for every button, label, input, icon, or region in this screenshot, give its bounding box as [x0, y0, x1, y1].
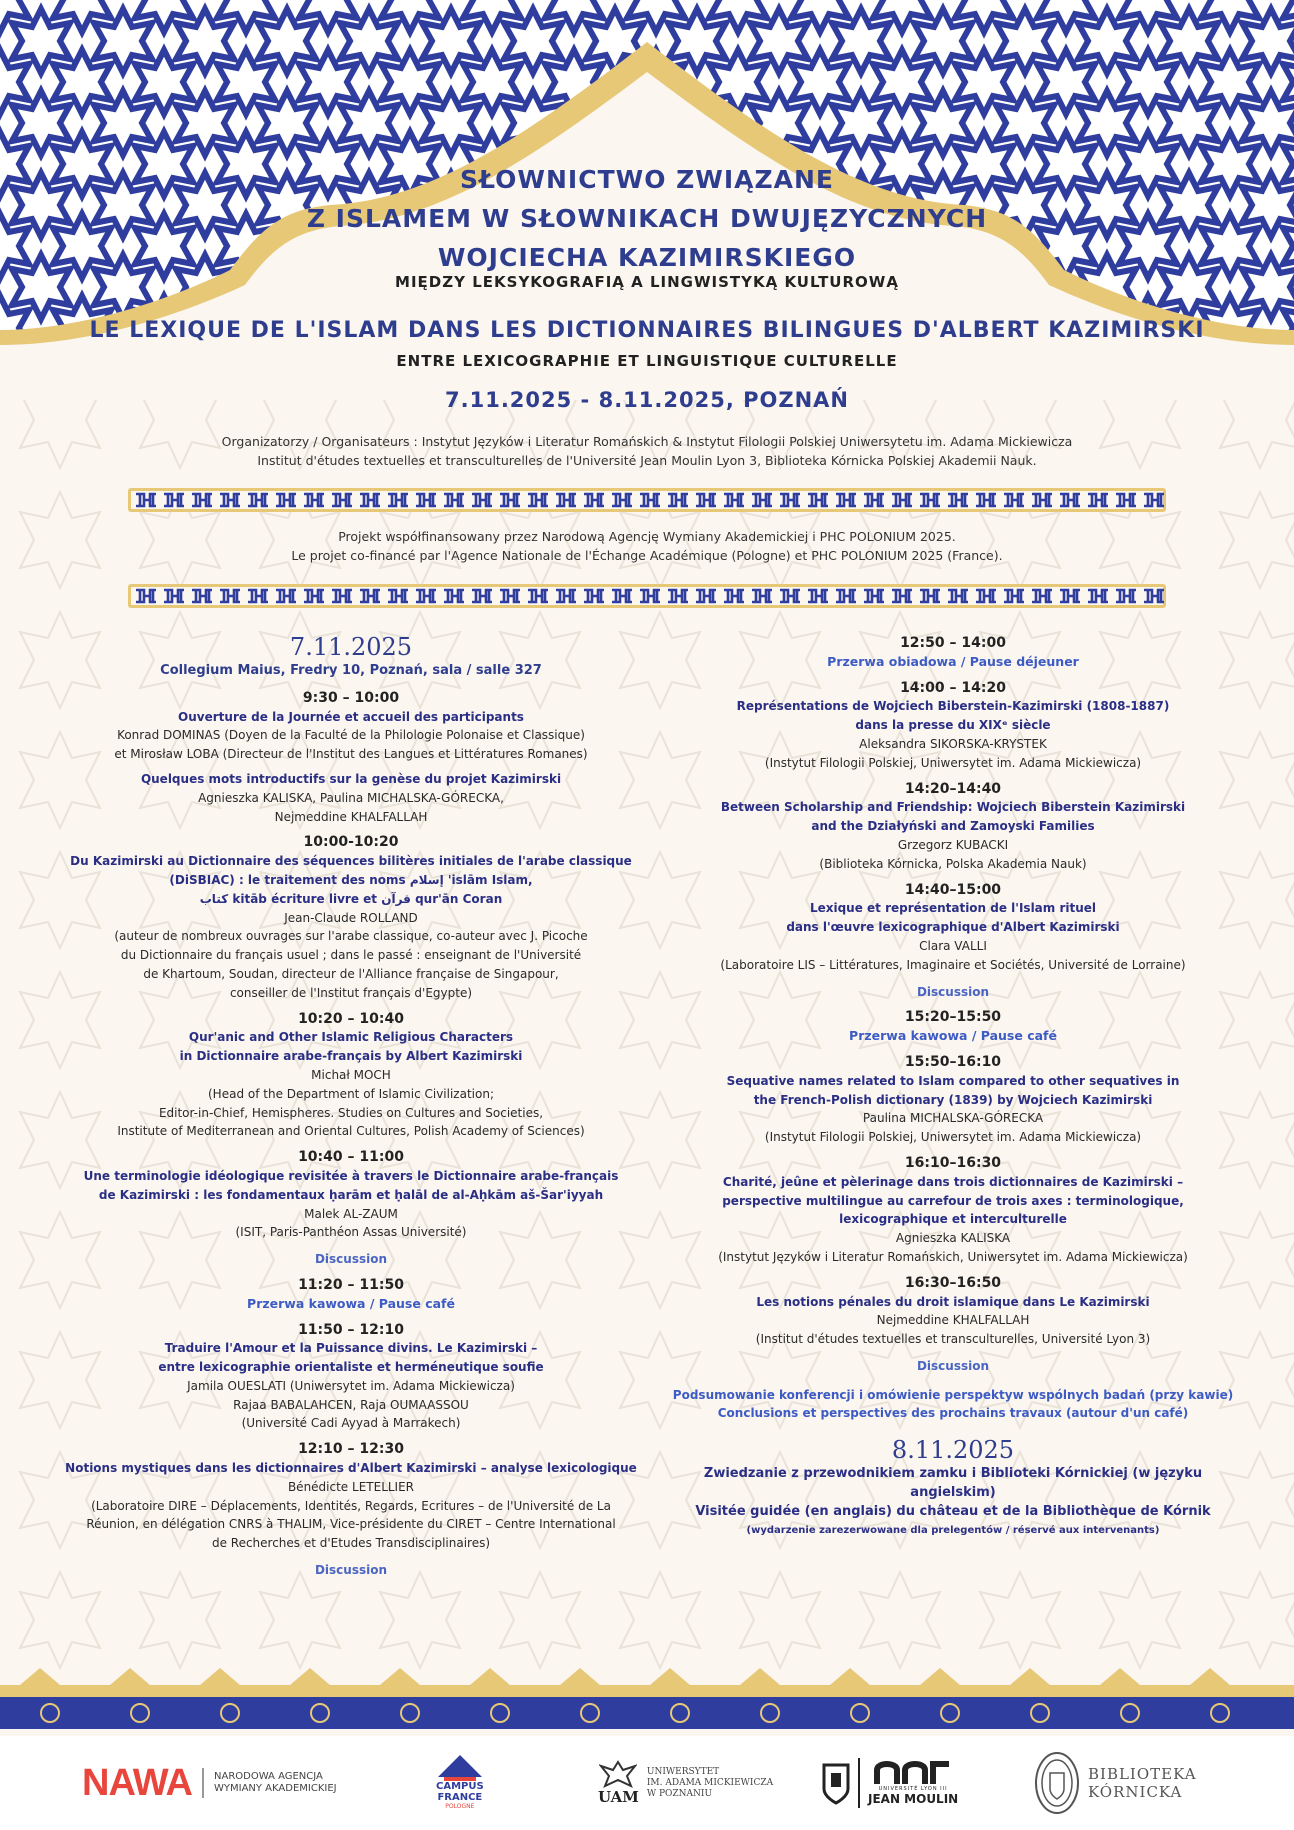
funding	[100, 528, 1194, 565]
affiliation: Institute of Mediterranean and Oriental Cultures, Polish Academy of Sciences)	[117, 1124, 585, 1139]
session-title: in Dictionnaire arabe-français by Albert Kazimirski	[179, 1049, 523, 1064]
session-title: Une terminologie idéologique revisitée à travers le Dictionnaire arabe-français	[83, 1168, 619, 1183]
session-time: 16:10–16:30	[904, 1154, 1002, 1171]
subtitle-polish: MIĘDZY LEKSYKOGRAFIĄ A LINGWISTYKĄ KULTUROWĄ	[395, 273, 899, 291]
break-label: Przerwa kawowa / Pause café	[849, 1028, 1057, 1044]
conclusions-pl: Podsumowanie konferencji i omówienie perspektyw wspólnych badań (przy kawie)	[672, 1387, 1234, 1402]
session-title: perspective multilingue au carrefour de trois axes : terminologique,	[722, 1193, 1184, 1208]
lyon-main-text: JEAN MOULIN	[868, 1792, 959, 1806]
biblioteka-kornicka-logo	[1034, 1736, 1197, 1830]
nawa-wordmark: NAWA	[82, 1761, 192, 1804]
subtitle-french: ENTRE LEXICOGRAPHIE ET LINGUISTIQUE CULTURELLE	[396, 352, 898, 370]
session-time: 16:30–16:50	[904, 1274, 1002, 1291]
affiliation: de Recherches et d'Etudes Transdisciplinaires)	[211, 1536, 491, 1551]
organizers-line-1: Organizatorzy / Organisateurs : Instytut Języków i Literatur Romańskich & Instytut Filologii Polskiej Uniwersytetu im. Adama Mickiewicza	[221, 434, 1073, 449]
break-time: 12:50 – 14:00	[900, 635, 1006, 651]
session-title: Du Kazimirski au Dictionnaire des séquences bilitères initiales de l'arabe classique	[70, 854, 632, 869]
title-polish	[80, 160, 1214, 277]
discussion-label: Discussion	[314, 1563, 388, 1578]
discussion-label: Discussion	[314, 1252, 388, 1267]
session-title: dans l'œuvre lexicographique d'Albert Kazimirski	[786, 920, 1120, 935]
conference-dates: 7.11.2025 - 8.11.2025, POZNAŃ	[445, 388, 849, 412]
session-title: Représentations de Wojciech Biberstein-Kazimirski (1808-1887)	[736, 699, 1170, 714]
affiliation: (Institut d'études textuelles et transculturelles, Université Lyon 3)	[755, 1332, 1151, 1347]
campus-line-2: FRANCE	[437, 1792, 483, 1803]
speaker: Rajaa BABALAHCEN, Raja OUMAASSOU	[233, 1397, 469, 1412]
session-title: Sequative names related to Islam compared to other sequatives in	[726, 1073, 1180, 1088]
biblioteka-line-1: BIBLIOTEKA	[1088, 1765, 1197, 1783]
speaker: et Mirosław LOBA (Directeur de l'Institut des Langues et Littératures Romanes)	[114, 747, 588, 762]
session-title: Qur'anic and Other Islamic Religious Characters	[188, 1030, 514, 1045]
biblioteka-line-2: KÓRNICKA	[1088, 1783, 1183, 1801]
break-label: Przerwa kawowa / Pause café	[247, 1295, 455, 1311]
title-line-1: SŁOWNICTWO ZWIĄZANE	[460, 165, 834, 194]
organizers	[100, 433, 1194, 470]
ornament-band-bottom	[128, 582, 1166, 610]
speaker: Agnieszka KALISKA, Paulina MICHALSKA-GÓRECKA,	[198, 790, 504, 805]
divider	[858, 1758, 860, 1808]
lyon-wordmark	[868, 1760, 958, 1806]
session-title: Lexique et représentation de l'Islam rituel	[809, 901, 1097, 916]
affiliation: (Biblioteka Kórnicka, Polska Akademia Nauk)	[819, 856, 1087, 871]
affiliation: (Instytut Języków i Literatur Romańskich, Uniwersytet im. Adama Mickiewicza)	[718, 1249, 1188, 1264]
affiliation: (Instytut Filologii Polskiej, Uniwersytet im. Adama Mickiewicza)	[764, 755, 1142, 770]
session-time: 10:40 – 11:00	[298, 1149, 404, 1166]
speaker: Paulina MICHALSKA-GÓRECKA	[862, 1111, 1044, 1126]
lyon3-logo	[822, 1736, 958, 1830]
affiliation: (auteur de nombreux ouvrages sur l'arabe classique, co-auteur avec J. Picoche	[114, 929, 588, 944]
speaker: Nejmeddine KHALFALLAH	[876, 1313, 1030, 1328]
session-time: 10:20 – 10:40	[298, 1010, 404, 1027]
nawa-line-2: WYMIANY AKADEMICKIEJ	[214, 1783, 337, 1794]
discussion-label: Discussion	[916, 984, 990, 999]
affiliation: du Dictionnaire du français usuel ; dans le passé : enseignant de l'Université	[120, 948, 582, 963]
session-title: de Kazimirski : les fondamentaux ḥarām et ḥalāl de al-Aḥkām aš-Šar'iyyah	[98, 1187, 604, 1202]
ornament-band-top	[128, 486, 1166, 514]
break-time: 15:20–15:50	[904, 1009, 1002, 1026]
biblioteka-text	[1088, 1765, 1197, 1801]
break-label: Przerwa obiadowa / Pause déjeuner	[827, 653, 1079, 669]
uam-line-2: IM. ADAMA MICKIEWICZA	[646, 1777, 774, 1788]
day1-venue: Collegium Maius, Fredry 10, Poznań, sala / salle 327	[160, 663, 542, 678]
affiliation: (Head of the Department of Islamic Civilization;	[208, 1086, 494, 1101]
session-time: 14:40–15:00	[904, 881, 1002, 898]
affiliation: (Laboratoire DIRE – Déplacements, Identités, Regards, Ecritures – de l'Université de La	[91, 1498, 611, 1513]
organizers-line-2: Institut d'études textuelles et transculturelles de l'Université Jean Moulin Lyon 3, Biblioteka Kórnicka Polskiej Akademii Nauk.	[257, 452, 1037, 468]
day2-note: (wydarzenie zarezerwowane dla prelegentów / réservé aux intervenants)	[746, 1524, 1160, 1536]
session-title: Notions mystiques dans les dictionnaires d'Albert Kazimirski – analyse lexicologique	[65, 1461, 637, 1476]
lyon-small-text: UNIVERSITÉ LYON III	[878, 1786, 948, 1792]
uam-logo	[598, 1736, 773, 1830]
session-title: Les notions pénales du droit islamique dans Le Kazimirski	[756, 1294, 1150, 1309]
speaker: Michał MOCH	[311, 1067, 391, 1082]
speaker: Bénédicte LETELLIER	[287, 1479, 415, 1494]
session-title: Charité, jeûne et pèlerinage dans trois dictionnaires de Kazimirski –	[722, 1174, 1184, 1189]
session-title: dans la presse du XIXᵉ siècle	[855, 718, 1051, 733]
uam-line-3: W POZNANIU	[646, 1788, 713, 1799]
session-title: lexicographique et interculturelle	[839, 1212, 1067, 1227]
affiliation: (Laboratoire LIS – Littératures, Imaginaire et Sociétés, Université de Lorraine)	[720, 957, 1186, 972]
funding-line-1: Projekt współfinansowany przez Narodową Agencję Wymiany Akademickiej i PHC POLONIUM 2025.	[338, 529, 956, 544]
session-title: and the Działyński and Zamoyski Families	[811, 819, 1095, 834]
lyon-arc-icon	[873, 1760, 953, 1786]
uam-line-1: UNIWERSYTET	[646, 1766, 720, 1777]
day2-visit-fr: Visitée guidée (en anglais) du château et de la Bibliothèque de Kórnik	[695, 1503, 1211, 1519]
affiliation: (Instytut Filologii Polskiej, Uniwersytet im. Adama Mickiewicza)	[764, 1130, 1142, 1145]
session-title: (DiSBIAC) : le traitement des noms إسلام 'islām Islam,	[169, 872, 533, 887]
speaker: Jamila OUESLATI (Uniwersytet im. Adama Mickiewicza)	[187, 1378, 515, 1393]
title-line-2: Z ISLAMEM W SŁOWNIKACH DWUJĘZYCZNYCH	[306, 204, 988, 233]
uam-wordmark: UAM	[598, 1788, 639, 1806]
program-day1-right	[662, 632, 1244, 1540]
funding-line-2: Le projet co-financé par l'Agence Nationale de l'Échange Académique (Pologne) et PHC POLONIUM 2025 (France).	[291, 547, 1003, 563]
affiliation: conseiller de l'Institut français d'Egypte)	[229, 985, 473, 1000]
session-time: 12:10 – 12:30	[298, 1441, 404, 1458]
speaker: Aleksandra SIKORSKA-KRYSTEK	[859, 736, 1047, 751]
session-title: the French-Polish dictionary (1839) by Wojciech Kazimirski	[753, 1092, 1153, 1107]
sponsor-logos	[0, 1736, 1294, 1830]
nawa-logo	[82, 1736, 337, 1830]
session-title: Quelques mots introductifs sur la genèse du projet Kazimirski	[140, 771, 562, 786]
session-title: Ouverture de la Journée et accueil des participants	[178, 709, 524, 724]
break-time: 11:20 – 11:50	[298, 1276, 404, 1293]
day2-date: 8.11.2025	[891, 1436, 1015, 1465]
affiliation: Réunion, en délégation CNRS à THALIM, Vice-présidente du CIRET – Centre International	[86, 1517, 616, 1532]
campus-france-icon	[438, 1755, 482, 1781]
speaker: Nejmeddine KHALFALLAH	[274, 809, 428, 824]
session-title: Between Scholarship and Friendship: Wojciech Biberstein Kazimirski	[720, 800, 1186, 815]
speaker: Clara VALLI	[919, 938, 987, 953]
affiliation: Editor-in-Chief, Hemispheres. Studies on Cultures and Societies,	[158, 1105, 544, 1120]
speaker: Agnieszka KALISKA	[895, 1231, 1011, 1246]
discussion-label: Discussion	[916, 1358, 990, 1373]
campus-france-logo	[436, 1736, 484, 1830]
nawa-line-1: NARODOWA AGENCJA	[214, 1771, 323, 1782]
eagle-icon	[599, 1760, 637, 1788]
session-time: 14:00 – 14:20	[900, 679, 1006, 696]
seal-icon	[1034, 1751, 1080, 1815]
lyon-shield-icon	[822, 1761, 850, 1805]
uam-text	[647, 1767, 773, 1800]
title-french: LE LEXIQUE DE L'ISLAM DANS LES DICTIONNAIRES BILINGUES D'ALBERT KAZIMIRSKI	[89, 318, 1205, 343]
affiliation: de Khartoum, Soudan, directeur de l'Alliance française de Singapour,	[143, 966, 559, 981]
affiliation: (Université Cadi Ayyad à Marrakech)	[241, 1416, 461, 1431]
conclusions-fr: Conclusions et perspectives des prochains travaux (autour d'un café)	[717, 1406, 1189, 1421]
affiliation: (ISIT, Paris-Panthéon Assas Université)	[235, 1225, 467, 1240]
campus-line-1: CAMPUS	[436, 1781, 484, 1792]
session-time: 11:50 – 12:10	[298, 1321, 404, 1338]
divider	[202, 1768, 204, 1798]
program-day1-left	[60, 632, 642, 1586]
session-time: 14:20–14:40	[904, 780, 1002, 797]
uam-emblem	[598, 1760, 639, 1806]
speaker: Jean-Claude ROLLAND	[284, 910, 418, 925]
session-title: Traduire l'Amour et la Puissance divins. Le Kazimirski –	[164, 1341, 538, 1356]
session-time: 9:30 – 10:00	[302, 689, 400, 706]
speaker: Grzegorz KUBACKI	[897, 837, 1009, 852]
campus-line-3: POLOGNE	[445, 1803, 475, 1810]
day2-visit-pl: Zwiedzanie z przewodnikiem zamku i Biblioteki Kórnickiej (w języku angielskim)	[703, 1466, 1203, 1501]
title-line-3: WOJCIECHA KAZIMIRSKIEGO	[437, 243, 857, 272]
session-title: كتاب kitāb écriture livre et قرآن qur'ān Coran	[199, 891, 503, 906]
nawa-text	[214, 1771, 337, 1795]
speaker: Konrad DOMINAS (Doyen de la Faculté de la Philologie Polonaise et Classique)	[117, 728, 585, 743]
speaker: Malek AL-ZAUM	[304, 1206, 398, 1221]
session-time: 10:00-10:20	[303, 834, 399, 851]
session-time: 15:50–16:10	[904, 1053, 1002, 1070]
session-title: entre lexicographie orientaliste et herméneutique soufie	[158, 1360, 544, 1375]
day1-date: 7.11.2025	[289, 633, 413, 661]
